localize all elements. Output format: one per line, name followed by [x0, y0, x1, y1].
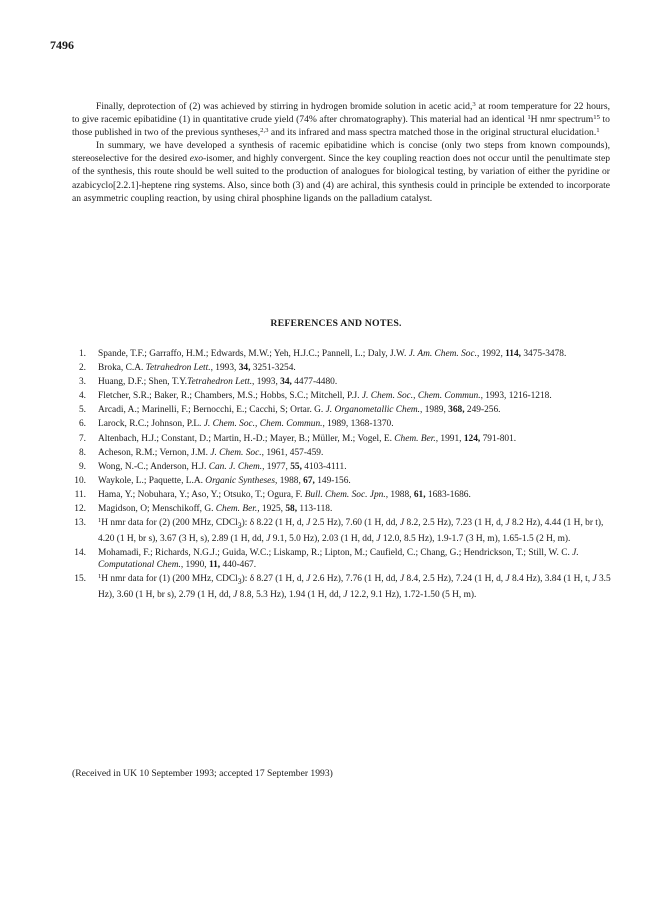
paragraph: Finally, deprotection of (2) was achieved by stirring in hydrogen bromide solution in acetic acid,$^3$ at room temperature for 22 hours, to give racemic epibatidine (1) in quantitative crude yield (74% after chromatography). This material had an identical $^1$H nmr spectrum$^{15}$ to those published in two of the previous syntheses,$^{2,3}$ and its infrared and mass spectra matched those in the original structural elucidation.$^1$: [72, 100, 610, 139]
reference-text: Altenbach, H.J.; Constant, D.; Martin, H.-D.; Mayer, B.; Müller, M.; Vogel, E. Chem. Ber., 1991, 124, 791-801.: [98, 433, 517, 444]
reference-number: 15.: [74, 574, 86, 585]
reference-item: [72, 348, 612, 361]
reference-text: $^1$H nmr data for (1) (200 MHz, CDCl$_3$): δ 8.27 (1 H, d, J 2.6 Hz), 7.76 (1 H, dd, J 8.4, 2.5 Hz), 7.24 (1 H, d, J 8.4 Hz), 3.84 (1 H, t, J 3.5 Hz), 3.60 (1 H, br s), 2.79 (1 H, dd, J 8.8, 5.3 Hz), 1.94 (1 H, dd, J 12.2, 9.1 Hz), 1.72-1.50 (5 H, m).: [98, 573, 611, 600]
reference-number: 5.: [78, 405, 86, 416]
reference-text: Huang, D.F.; Shen, T.Y.Tetrahedron Lett., 1993, 34, 4477-4480.: [98, 377, 338, 388]
reference-item: [72, 475, 612, 488]
reference-number: 11.: [74, 489, 86, 500]
reference-text: Spande, T.F.; Garraffo, H.M.; Edwards, M.W.; Yeh, H.J.C.; Pannell, L.; Daly, J.W. J. Am. Chem. Soc., 1992, 114, 3475-3478.: [98, 349, 567, 359]
reference-text: Broka, C.A. Tetrahedron Lett., 1993, 34, 3251-3254.: [98, 363, 296, 374]
reference-item: [72, 404, 612, 417]
reference-text: Magidson, O; Menschikoff, G. Chem. Ber., 1925, 58, 113-118.: [98, 504, 333, 515]
reference-number: 8.: [78, 447, 86, 458]
reference-item: [72, 573, 612, 601]
reference-item: [72, 362, 612, 375]
reference-text: Waykole, L.; Paquette, L.A. Organic Syntheses, 1988, 67, 149-156.: [98, 475, 351, 486]
reference-number: 13.: [74, 518, 86, 529]
reference-number: 6.: [78, 419, 86, 430]
paragraph: In summary, we have developed a synthesis of racemic epibatidine which is concise (only two steps from known compounds), stereoselective for the desired exo-isomer, and highly convergent. Since the key coupling reaction does not occur until the penultimate step of the synthesis, this route should be well suited to the production of analogues for biological testing, by variation of either the pyridine or azabicyclo[2.2.1]-heptene ring systems. Also, since both (3) and (4) are achiral, this synthesis could in principle be extended to incorporate an asymmetric coupling reaction, by using chiral phosphine ligands on the palladium catalyst.: [72, 140, 611, 204]
reference-number: 4.: [78, 391, 86, 402]
reference-number: 12.: [74, 504, 86, 515]
reference-item: [72, 489, 612, 502]
reference-item: [72, 390, 612, 403]
reference-text: Fletcher, S.R.; Baker, R.; Chambers, M.S.; Hobbs, S.C.; Mitchell, P.J. J. Chem. Soc., Chem. Commun., 1993, 1216-1218.: [98, 391, 552, 402]
reference-text: Mohamadi, F.; Richards, N.G.J.; Guida, W.C.; Liskamp, R.; Lipton, M.; Caufield, C.; Chang, G.; Hendrickson, T.; Still, W. C. J. Computational Chem., 1990, 11, 440-467.: [98, 547, 579, 571]
reference-number: 14.: [74, 547, 86, 558]
reference-item: [72, 461, 612, 474]
reference-number: 9.: [78, 461, 86, 472]
reference-text: Hama, Y.; Nobuhara, Y.; Aso, Y.; Otsuko, T.; Ogura, F. Bull. Chem. Soc. Jpn., 1988, 61, 1683-1686.: [98, 489, 471, 500]
reference-item: [72, 547, 612, 572]
page-number: 7496: [50, 38, 74, 52]
received-note: (Received in UK 10 September 1993; accepted 17 September 1993): [72, 768, 333, 779]
body-text: [72, 100, 610, 205]
reference-text: Larock, R.C.; Johnson, P.L. J. Chem. Soc., Chem. Commun., 1989, 1368-1370.: [98, 419, 394, 430]
reference-item: [72, 376, 612, 389]
reference-number: 7.: [78, 433, 86, 444]
reference-item: [72, 517, 612, 545]
reference-text: Wong, N.-C.; Anderson, H.J. Can. J. Chem., 1977, 55, 4103-4111.: [98, 461, 347, 472]
reference-item: [72, 418, 612, 431]
reference-text: Acheson, R.M.; Vernon, J.M. J. Chem. Soc., 1961, 457-459.: [98, 447, 324, 458]
reference-item: [72, 433, 612, 446]
reference-number: 10.: [74, 475, 86, 486]
reference-number: 3.: [78, 377, 86, 388]
reference-item: [72, 447, 612, 460]
references-heading: REFERENCES AND NOTES.: [270, 318, 402, 329]
reference-item: [72, 503, 612, 516]
reference-number: 1.: [78, 349, 86, 359]
reference-text: $^1$H nmr data for (2) (200 MHz, CDCl$_3$): δ 8.22 (1 H, d, J 2.5 Hz), 7.60 (1 H, dd, J 8.2, 2.5 Hz), 7.23 (1 H, d, J 8.2 Hz), 4.44 (1 H, br t), 4.20 (1 H, br s), 3.67 (3 H, s), 2.89 (1 H, dd, J 9.1, 5.0 Hz), 2.03 (1 H, dd, J 12.0, 8.5 Hz), 1.9-1.7 (3 H, m), 1.65-1.5 (2 H, m).: [98, 517, 604, 544]
reference-text: Arcadi, A.; Marinelli, F.; Bernocchi, E.; Cacchi, S; Ortar. G. J. Organometallic Chem., 1989, 368, 249-256.: [98, 405, 501, 416]
references-list: [72, 348, 612, 603]
reference-number: 2.: [78, 363, 86, 374]
